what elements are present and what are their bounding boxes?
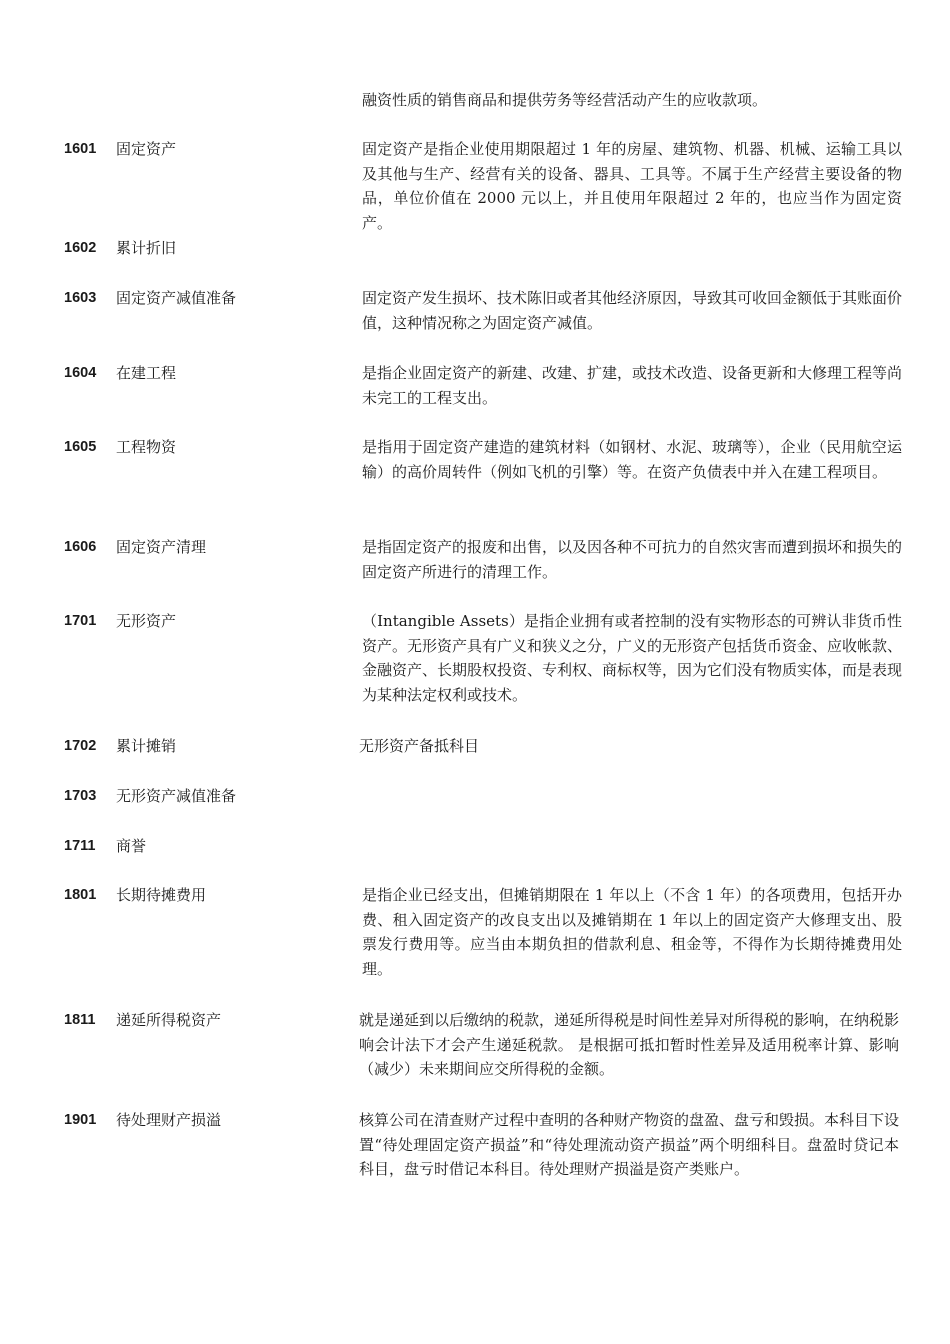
- account-code: 1703: [64, 788, 97, 804]
- account-description: 是指企业固定资产的新建、改建、扩建，或技术改造、设备更新和大修理工程等尚未完工的工程支出。: [362, 364, 903, 407]
- account-name: 固定资产: [116, 140, 177, 158]
- account-description: 是指固定资产的报废和出售，以及因各种不可抗力的自然灾害而遭到损坏和损失的固定资产所进行的清理工作。: [362, 538, 903, 581]
- account-code: 1604: [64, 365, 97, 381]
- account-code: 1606: [64, 539, 97, 555]
- account-name: 商誉: [116, 837, 147, 855]
- account-description: 是指企业已经支出，但摊销期限在 1 年以上（不含 1 年）的各项费用，包括开办费、租入固定资产的改良支出以及摊销期在 1 年以上的固定资产大修理支出、股票发行费用等。应当由本期负担的借款利息、租金等，不得作为长期待摊费用处理。: [362, 886, 902, 978]
- account-code: 1601: [64, 141, 97, 157]
- account-description: 固定资产是指企业使用期限超过 1 年的房屋、建筑物、机器、机械、运输工具以及其他与生产、经营有关的设备、器具、工具等。不属于生产经营主要设备的物品，单位价值在 2000 元以上，并且使用年限超过 2 年的，也应当作为固定资产。: [362, 140, 902, 232]
- account-name: 待处理财产损溢: [116, 1111, 222, 1129]
- account-name: 无形资产: [116, 612, 177, 630]
- account-code: 1603: [64, 290, 97, 306]
- account-name: 递延所得税资产: [116, 1011, 222, 1029]
- account-name: 无形资产减值准备: [116, 787, 237, 805]
- account-name: 工程物资: [116, 438, 177, 456]
- account-description: 就是递延到以后缴纳的税款，递延所得税是时间性差异对所得税的影响，在纳税影响会计法下才会产生递延税款。 是根据可抵扣暂时性差异及适用税率计算、影响（减少）未来期间应交所得税的金额。: [359, 1011, 900, 1078]
- account-description: 核算公司在清查财产过程中查明的各种财产物资的盘盈、盘亏和毁损。本科目下设置“待处理固定资产损益”和“待处理流动资产损益”两个明细科目。盘盈时贷记本科目，盘亏时借记本科目。待处理财产损溢是资产类账户。: [359, 1111, 900, 1178]
- account-name: 累计折旧: [116, 239, 177, 257]
- account-description: 无形资产备抵科目: [359, 737, 480, 755]
- account-code: 1702: [64, 738, 97, 754]
- account-code: 1901: [64, 1112, 97, 1128]
- account-code: 1605: [64, 439, 97, 455]
- account-description: 固定资产发生损坏、技术陈旧或者其他经济原因，导致其可收回金额低于其账面价值，这种情况称之为固定资产减值。: [362, 289, 903, 332]
- account-description: 是指用于固定资产建造的建筑材料（如钢材、水泥、玻璃等），企业（民用航空运输）的高价周转件（例如飞机的引擎）等。在资产负债表中并入在建工程项目。: [362, 438, 902, 481]
- account-name: 固定资产减值准备: [116, 289, 237, 307]
- intro-paragraph: 融资性质的销售商品和提供劳务等经营活动产生的应收款项。: [362, 91, 768, 109]
- account-code: 1602: [64, 240, 97, 256]
- account-name: 长期待摊费用: [116, 886, 207, 904]
- account-code: 1701: [64, 613, 97, 629]
- account-name: 在建工程: [116, 364, 177, 382]
- account-code: 1811: [64, 1012, 96, 1028]
- account-description: （Intangible Assets）是指企业拥有或者控制的没有实物形态的可辨认非货币性资产。无形资产具有广义和狭义之分，广义的无形资产包括货币资金、应收帐款、金融资产、长期股权投资、专利权、商标权等，因为它们没有物质实体，而是表现为某种法定权利或技术。: [362, 612, 903, 704]
- account-name: 固定资产清理: [116, 538, 207, 556]
- account-name: 累计摊销: [116, 737, 177, 755]
- account-code: 1711: [64, 838, 96, 854]
- account-code: 1801: [64, 887, 97, 903]
